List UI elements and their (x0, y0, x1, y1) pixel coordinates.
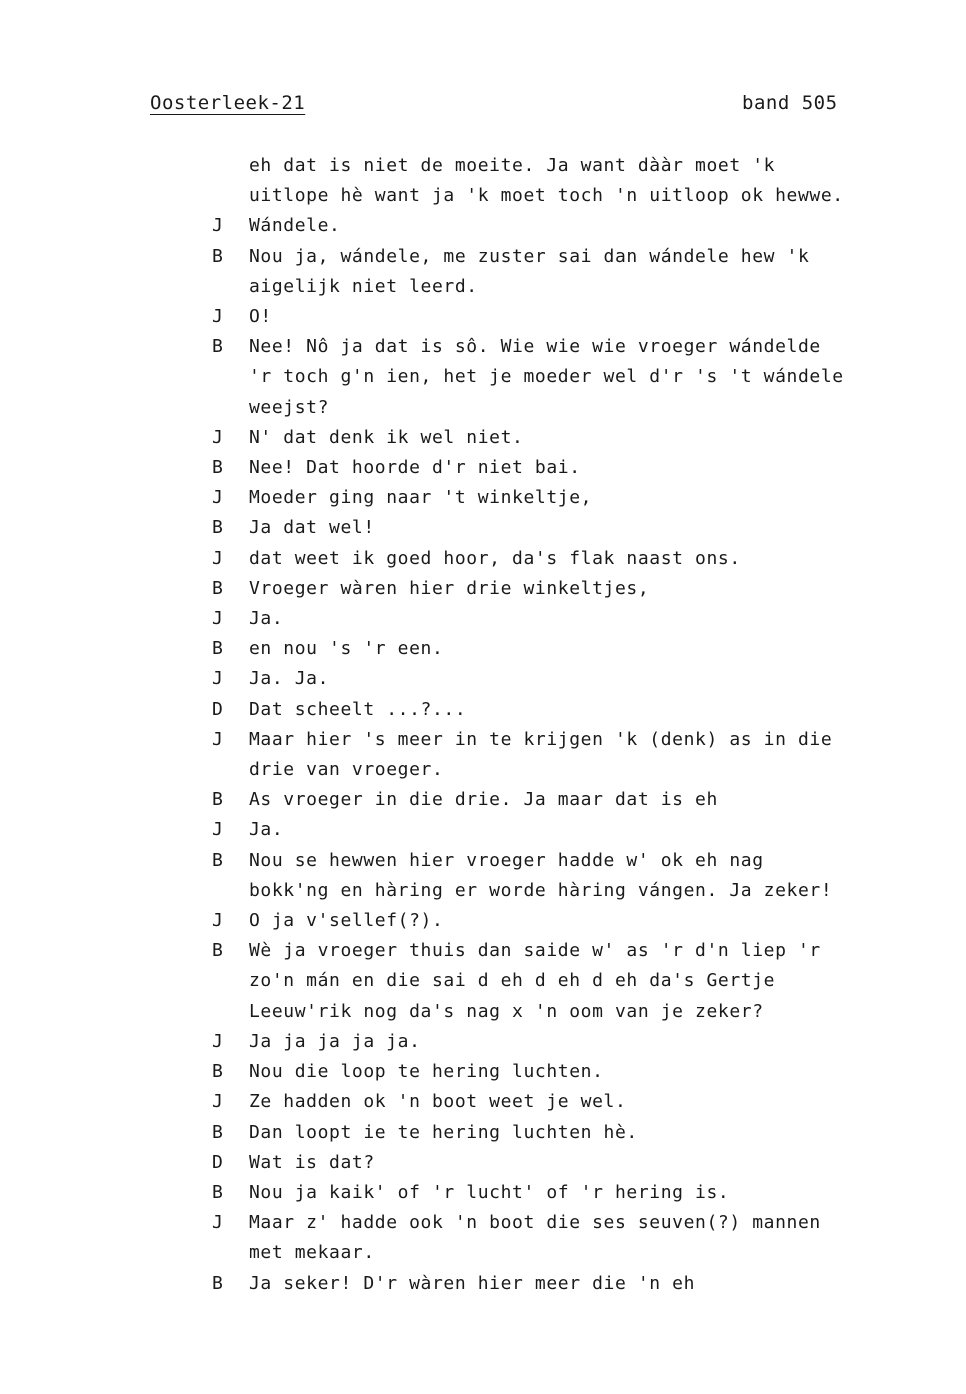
transcript-turn (212, 906, 912, 936)
speaker-label: J (212, 1030, 223, 1052)
speaker-label: B (212, 1061, 223, 1083)
speaker-label: B (212, 1121, 223, 1143)
speaker-label: D (212, 1151, 223, 1173)
transcript-turn (212, 785, 912, 815)
utterance-text: As vroeger in die drie. Ja maar dat is eh (249, 789, 718, 811)
transcript-turn (212, 242, 912, 302)
speaker-label: B (212, 789, 223, 811)
speaker-label: B (212, 638, 223, 660)
transcript-turn (212, 1087, 912, 1117)
utterance-text: O ja v'sellef(?). (249, 910, 444, 932)
utterance-text: Ja ja ja ja ja. (249, 1030, 421, 1052)
speaker-label: J (212, 1091, 223, 1113)
speaker-label: B (212, 849, 223, 871)
transcript-turn (212, 604, 912, 634)
utterance-text: Ja dat wel! (249, 517, 375, 539)
utterance-text: Ja. (249, 608, 284, 630)
utterance-text: Ja. (249, 819, 284, 841)
transcript (212, 151, 912, 1299)
utterance-text: Moeder ging naar 't winkeltje, (249, 487, 593, 509)
transcript-turn (212, 574, 912, 604)
transcript-turn (212, 453, 912, 483)
transcript-turn (212, 423, 912, 453)
utterance-text: Wándele. (249, 215, 341, 237)
utterance-text: Nou ja, wándele, me zuster sai dan wándele hew 'k aigelijk niet leerd. (249, 245, 810, 297)
utterance-text: Nee! Dat hoorde d'r niet bai. (249, 457, 581, 479)
transcript-turn (212, 634, 912, 664)
speaker-label: J (212, 306, 223, 328)
speaker-label: J (212, 668, 223, 690)
speaker-label: B (212, 577, 223, 599)
transcript-turn (212, 513, 912, 543)
speaker-label: J (212, 1212, 223, 1234)
transcript-turn (212, 815, 912, 845)
transcript-turn (212, 846, 912, 906)
utterance-text: Maar z' hadde ook 'n boot die ses seuven(?) mannen met mekaar. (249, 1212, 821, 1264)
transcript-turn (212, 1027, 912, 1057)
speaker-label: J (212, 608, 223, 630)
speaker-label: B (212, 336, 223, 358)
utterance-text: Dan loopt ie te hering luchten hè. (249, 1121, 638, 1143)
speaker-label: B (212, 1272, 223, 1294)
utterance-text: Dat scheelt ...?... (249, 698, 467, 720)
transcript-turn (212, 332, 912, 423)
utterance-text: Nou die loop te hering luchten. (249, 1061, 604, 1083)
utterance-text: Ja seker! D'r wàren hier meer die 'n eh (249, 1272, 696, 1294)
transcript-turn (212, 1208, 912, 1268)
transcript-turn (212, 483, 912, 513)
transcript-turn (212, 725, 912, 785)
transcript-turn (212, 211, 912, 241)
transcript-turn (212, 1118, 912, 1148)
speaker-label: B (212, 940, 223, 962)
transcript-turn (212, 544, 912, 574)
transcript-turn (212, 695, 912, 725)
speaker-label: B (212, 1181, 223, 1203)
transcript-turn (212, 664, 912, 694)
utterance-text: Nou ja kaik' of 'r lucht' of 'r hering is. (249, 1181, 730, 1203)
speaker-label: B (212, 517, 223, 539)
transcript-turn (212, 302, 912, 332)
transcript-turn (212, 1269, 912, 1299)
speaker-label: J (212, 728, 223, 750)
speaker-label: B (212, 245, 223, 267)
utterance-text: O! (249, 306, 272, 328)
utterance-text: Nou se hewwen hier vroeger hadde w' ok eh nag bokk'ng en hàring er worde hàring vángen. Ja zeker! (249, 849, 833, 901)
speaker-label: D (212, 698, 223, 720)
transcript-turn (212, 1148, 912, 1178)
utterance-text: N' dat denk ik wel niet. (249, 426, 524, 448)
utterance-text: Nee! Nô ja dat is sô. Wie wie wie vroeger wándelde 'r toch g'n ien, het je moeder wel d'r 's 't wándele weejst? (249, 336, 844, 418)
speaker-label: J (212, 910, 223, 932)
utterance-text: Vroeger wàren hier drie winkeltjes, (249, 577, 650, 599)
utterance-text: Wè ja vroeger thuis dan saide w' as 'r d'n liep 'r zo'n mán en die sai d eh d eh d eh da's Gertje Leeuw'rik nog da's nag x 'n oom van je zeker? (249, 940, 821, 1022)
utterance-text: Maar hier 's meer in te krijgen 'k (denk) as in die drie van vroeger. (249, 728, 833, 781)
transcript-turn (212, 151, 912, 211)
speaker-label: J (212, 215, 223, 237)
utterance-text: Ja. Ja. (249, 668, 330, 690)
speaker-label: J (212, 487, 223, 509)
transcript-turn (212, 936, 912, 1027)
transcript-turn (212, 1178, 912, 1208)
utterance-text: Ze hadden ok 'n boot weet je wel. (249, 1091, 627, 1113)
transcript-turn (212, 1057, 912, 1087)
speaker-label: J (212, 547, 223, 569)
speaker-label: J (212, 819, 223, 841)
utterance-text: dat weet ik goed hoor, da's flak naast ons. (249, 547, 741, 569)
utterance-text: en nou 's 'r een. (249, 638, 444, 660)
utterance-text: Wat is dat? (249, 1151, 375, 1173)
speaker-label: J (212, 426, 223, 448)
utterance-text: eh dat is niet de moeite. Ja want dààr moet 'k uitlope hè want ja 'k moet toch 'n uitloop ok hewwe. (249, 155, 844, 207)
speaker-label: B (212, 457, 223, 479)
band-number: band 505 (742, 92, 838, 114)
document-title: Oosterleek-21 (150, 92, 306, 114)
